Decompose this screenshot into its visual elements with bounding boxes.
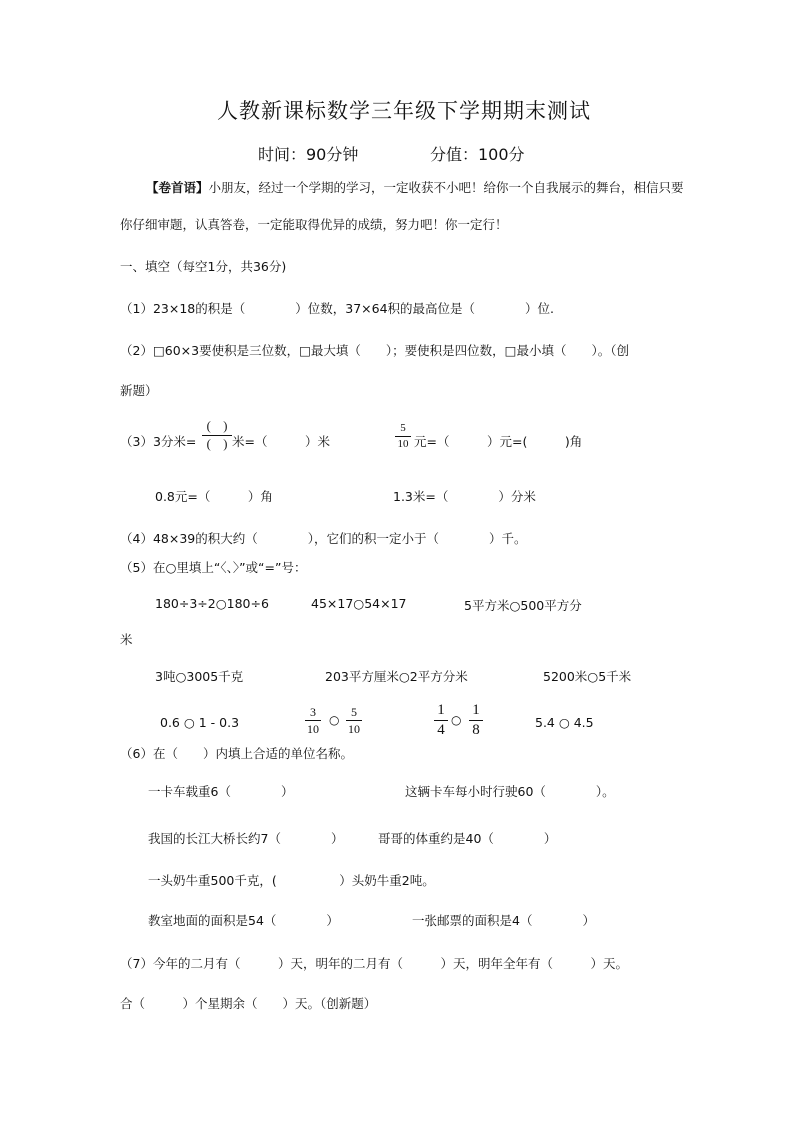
compare-2c: 5200米○5千米	[543, 669, 632, 684]
unit-g: 一张邮票的面积是4（ ）	[412, 913, 595, 928]
question-5-heading: （5）在○里填上“〈、〉”或“=”号：	[120, 560, 307, 575]
question-7-line2: 合（ ）个星期余（ ）天。（创新题）	[120, 996, 377, 1011]
compare-1b: 45×17○54×17	[311, 596, 407, 611]
compare-circle: ○	[329, 713, 340, 727]
fraction-numerator: 1	[437, 702, 445, 718]
unit-a: 一卡车载重6（ ）	[148, 784, 294, 799]
compare-3d: 5.4 ○ 4.5	[535, 715, 594, 730]
question-3-row2-left: 0.8元=（ ）角	[155, 489, 273, 504]
fraction-numerator: 3	[310, 705, 316, 719]
unit-c: 我国的长江大桥长约7（ ）	[148, 831, 344, 846]
fraction-numerator: 5	[400, 422, 406, 434]
compare-2a: 3吨○3005千克	[155, 669, 244, 684]
question-3-row2-right: 1.3米=（ ）分米	[393, 489, 536, 504]
question-2-line2: 新题）	[120, 383, 158, 398]
unit-f: 教室地面的面积是54（ ）	[148, 913, 339, 928]
question-6-heading: （6）在（ ）内填上合适的单位名称。	[120, 746, 353, 761]
question-4: （4）48×39的积大约（ ），它们的积一定小于（ ）千。	[120, 531, 527, 546]
compare-circle: ○	[451, 713, 462, 727]
fraction-bar	[469, 720, 483, 721]
question-1: （1）23×18的积是（ ）位数，37×64积的最高位是（ ）位.	[120, 301, 554, 316]
fraction-blank-denominator: ( )	[206, 436, 228, 451]
fraction-denominator: 10	[307, 722, 319, 736]
fraction-bar	[305, 720, 321, 721]
intro-label: 【卷首语】	[146, 180, 209, 195]
fraction-blank	[202, 420, 232, 450]
fraction-5-10b	[346, 706, 362, 735]
fraction-numerator: 1	[472, 702, 480, 718]
fraction-numerator: 5	[351, 705, 357, 719]
fraction-blank-numerator: ( )	[206, 419, 228, 433]
fraction-denominator: 10	[397, 438, 409, 450]
unit-b: 这辆卡车每小时行驶60（ ）。	[405, 784, 615, 799]
question-3-yuan: 元=（ ）元=( )角	[414, 434, 583, 449]
question-3-after: 米=（ ）米	[232, 434, 330, 449]
unit-e: 一头奶牛重500千克，( ）头奶牛重2吨。	[148, 873, 435, 888]
compare-1c-wrap: 米	[120, 632, 133, 647]
question-7-line1: （7）今年的二月有（ ）天，明年的二月有（ ）天，明年全年有（ ）天。	[120, 956, 628, 971]
unit-d: 哥哥的体重约是40（ ）	[378, 831, 557, 846]
fraction-5-10	[395, 423, 411, 450]
compare-3a: 0.6 ○ 1 - 0.3	[160, 715, 240, 730]
intro-text-1: 小朋友，经过一个学期的学习，一定收获不小吧！给你一个自我展示的舞台，相信只要	[208, 180, 684, 195]
fraction-bar	[434, 720, 448, 721]
intro-line2: 你仔细审题，认真答卷，一定能取得优异的成绩，努力吧！你一定行！	[120, 217, 508, 232]
intro-line1	[146, 178, 684, 196]
fraction-1-4	[434, 703, 448, 738]
fraction-denominator: 8	[472, 722, 480, 738]
compare-1c: 5平方米○500平方分	[464, 598, 582, 613]
question-3-prefix: （3）3分米=	[120, 434, 197, 449]
exam-score: 分值：100分	[430, 145, 525, 164]
page-title: 人教新课标数学三年级下学期期末测试	[217, 99, 591, 123]
compare-1a: 180÷3÷2○180÷6	[155, 596, 269, 611]
section-heading: 一、填空（每空1分，共36分)	[120, 259, 287, 274]
fraction-1-8	[469, 703, 483, 738]
fraction-3-10	[305, 706, 321, 735]
fraction-denominator: 4	[437, 722, 445, 738]
compare-2b: 203平方厘米○2平方分米	[325, 669, 468, 684]
fraction-bar	[202, 435, 232, 436]
question-2-line1: （2）□60×3要使积是三位数，□最大填（ ）；要使积是四位数，□最小填（ ）。（创	[120, 343, 629, 358]
fraction-denominator: 10	[348, 722, 360, 736]
exam-time: 时间：90分钟	[258, 145, 359, 164]
fraction-bar	[395, 436, 411, 437]
fraction-bar	[346, 720, 362, 721]
